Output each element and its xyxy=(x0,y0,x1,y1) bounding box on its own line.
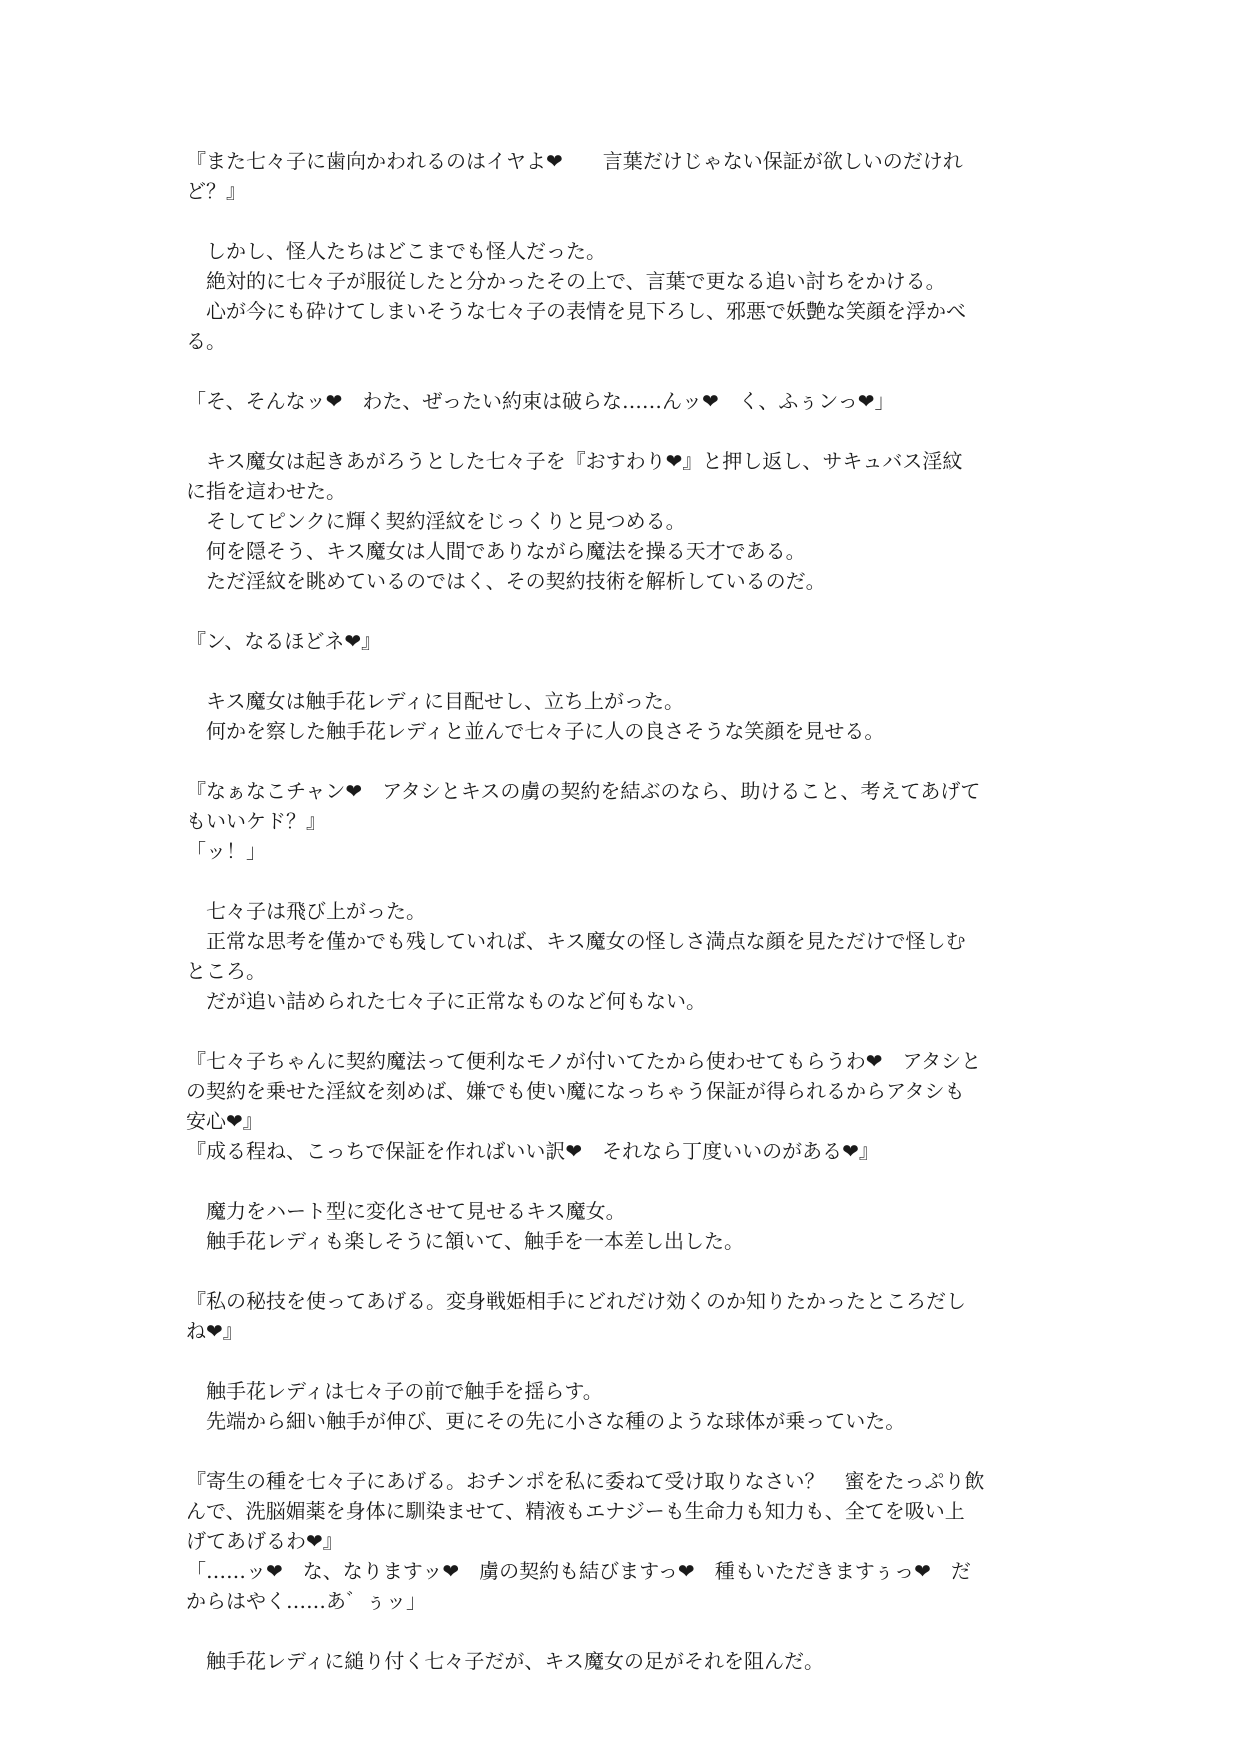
text-line: ただ淫紋を眺めているのではく、その契約技術を解析しているのだ。 xyxy=(186,569,826,593)
blank-line xyxy=(186,1616,1056,1646)
blank-line xyxy=(186,656,1056,686)
document-page xyxy=(186,146,1056,1676)
text-line: 「ッ！」 xyxy=(186,839,266,863)
blank-line xyxy=(186,1166,1056,1196)
text-line: 『私の秘技を使ってあげる。変身戦姫相手にどれだけ効くのか知りたかったところだし xyxy=(186,1289,966,1313)
text-line: からはやく‥‥‥あ゛ぅッ」 xyxy=(186,1589,427,1613)
text-line: 安心❤』 xyxy=(186,1109,263,1133)
text-line: ね❤』 xyxy=(186,1319,243,1343)
text-line: ところ。 xyxy=(186,959,266,983)
text-line: 『なぁなこチャン❤ アタシとキスの虜の契約を結ぶのなら、助けること、考えてあげて xyxy=(186,779,981,803)
blank-line xyxy=(186,746,1056,776)
blank-line xyxy=(186,356,1056,386)
text-line: 絶対的に七々子が服従したと分かったその上で、言葉で更なる追い討ちをかける。 xyxy=(186,269,946,293)
text-line: 触手花レディに縋り付く七々子だが、キス魔女の足がそれを阻んだ。 xyxy=(186,1649,824,1673)
text-line: だが追い詰められた七々子に正常なものなど何もない。 xyxy=(186,989,706,1013)
text-line: キス魔女は起きあがろうとした七々子を『おすわり❤』と押し返し、サキュバス淫紋 xyxy=(186,449,963,473)
text-line: の契約を乗せた淫紋を刻めば、嫌でも使い魔になっちゃう保証が得られるからアタシも xyxy=(186,1079,965,1103)
text-line: 「そ、そんなッ❤ わた、ぜったい約束は破らな‥‥‥んッ❤ く、ふぅンっ❤」 xyxy=(186,389,895,413)
text-line: 七々子は飛び上がった。 xyxy=(186,899,426,923)
blank-line xyxy=(186,1016,1056,1046)
text-line: もいいケド？』 xyxy=(186,809,326,833)
blank-line xyxy=(186,1346,1056,1376)
text-line: 『また七々子に歯向かわれるのはイヤよ❤ 言葉だけじゃない保証が欲しいのだけれ xyxy=(186,149,963,173)
text-line: 触手花レディも楽しそうに頷いて、触手を一本差し出した。 xyxy=(186,1229,744,1253)
blank-line xyxy=(186,1256,1056,1286)
text-line: 心が今にも砕けてしまいそうな七々子の表情を見下ろし、邪悪で妖艶な笑顔を浮かべ xyxy=(186,299,966,323)
text-line: 何かを察した触手花レディと並んで七々子に人の良さそうな笑顔を見せる。 xyxy=(186,719,885,743)
text-line: に指を這わせた。 xyxy=(186,479,346,503)
text-line: 「‥‥‥ッ❤ な、なりますッ❤ 虜の契約も結びますっ❤ 種もいただきますぅっ❤ だ xyxy=(186,1559,971,1583)
blank-line xyxy=(186,1436,1056,1466)
blank-line xyxy=(186,206,1056,236)
text-line: 『七々子ちゃんに契約魔法って便利なモノが付いてたから使わせてもらうわ❤ アタシと xyxy=(186,1049,982,1073)
blank-line xyxy=(186,416,1056,446)
text-line: 先端から細い触手が伸び、更にその先に小さな種のような球体が乗っていた。 xyxy=(186,1409,906,1433)
text-line: 『寄生の種を七々子にあげる。おチンポを私に委ねて受け取りなさい？ 蜜をたっぷり飲 xyxy=(186,1469,985,1493)
text-line: キス魔女は触手花レディに目配せし、立ち上がった。 xyxy=(186,689,684,713)
text-line: 触手花レディは七々子の前で触手を揺らす。 xyxy=(186,1379,603,1403)
text-line: んで、洗脳媚薬を身体に馴染ませて、精液もエナジーも生命力も知力も、全てを吸い上 xyxy=(186,1499,965,1523)
text-line: る。 xyxy=(186,329,226,353)
text-line: げてあげるわ❤』 xyxy=(186,1529,343,1553)
blank-line xyxy=(186,866,1056,896)
text-line: 魔力をハート型に変化させて見せるキス魔女。 xyxy=(186,1199,626,1223)
text-line: 『ン、なるほどネ❤』 xyxy=(186,629,382,653)
text-line: ど？』 xyxy=(186,179,246,203)
text-line: そしてピンクに輝く契約淫紋をじっくりと見つめる。 xyxy=(186,509,686,533)
text-line: 正常な思考を僅かでも残していれば、キス魔女の怪しさ満点な顔を見ただけで怪しむ xyxy=(186,929,966,953)
blank-line xyxy=(186,596,1056,626)
text-line: 『成る程ね、こっちで保証を作ればいい訳❤ それなら丁度いいのがある❤』 xyxy=(186,1139,879,1163)
text-line: しかし、怪人たちはどこまでも怪人だった。 xyxy=(186,239,606,263)
text-line: 何を隠そう、キス魔女は人間でありながら魔法を操る天才である。 xyxy=(186,539,806,563)
